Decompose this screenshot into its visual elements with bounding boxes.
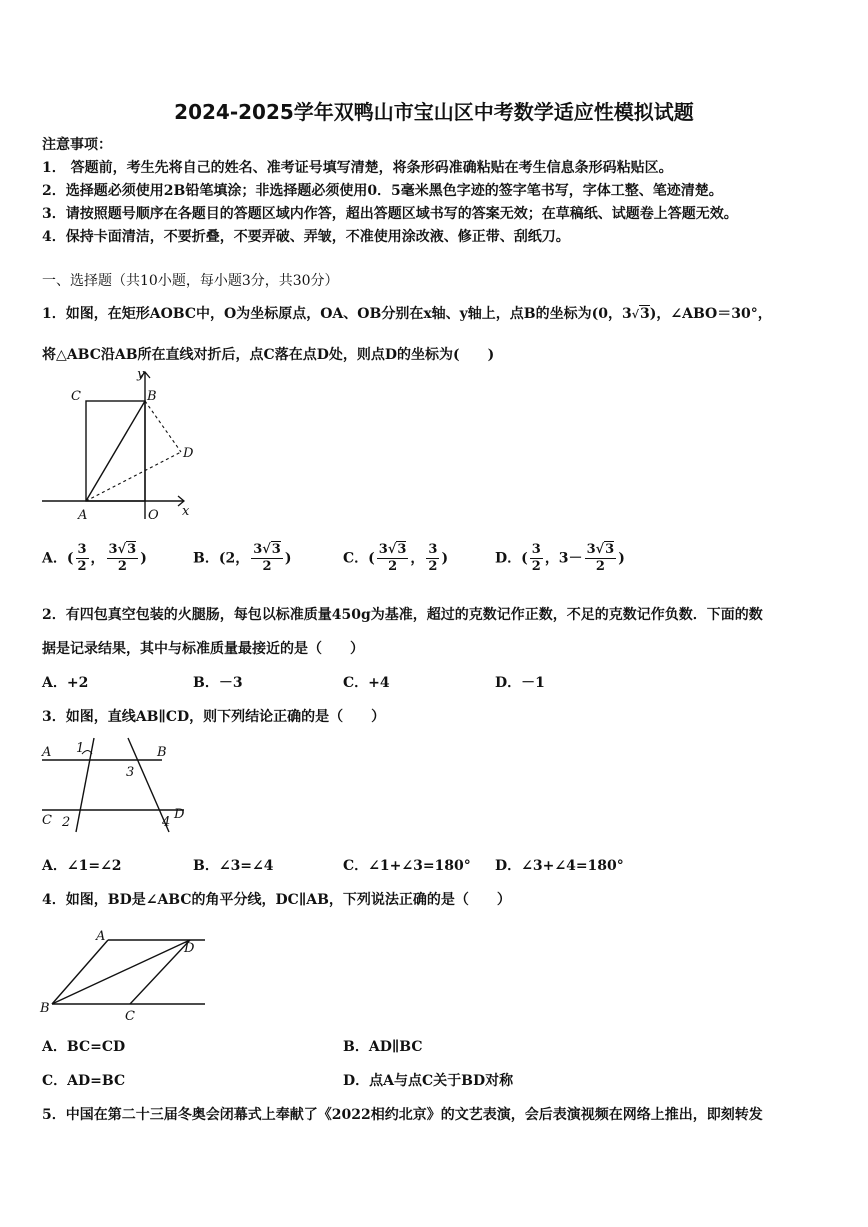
label-2: 2 [62,815,71,830]
label-3: 3 [126,765,135,780]
label-y: y [137,367,145,382]
q4-option-c[interactable]: C．AD=BC [42,1073,126,1089]
q3-option-a[interactable]: A．∠1=∠2 [42,858,122,874]
page-title: 2024-2025学年双鸭山市宝山区中考数学适应性模拟试题 [174,100,694,124]
q1-option-c[interactable]: C．( $\frac{3√3}{2}$ ， $\frac{3}{2}$ ) [343,542,449,574]
q2-option-b[interactable]: B．－3 [193,675,243,691]
note-item: 3．请按照题号顺序在各题目的答题区域内作答，超出答题区域书写的答案无效；在草稿纸、试题卷上答题无效。 [42,206,738,222]
q2-line1: 2．有四包真空包装的火腿肠，每包以标准质量450g为基准，超过的克数记作正数，不足的克数记作负数．下面的数 [42,607,763,623]
q1-option-a[interactable]: A．( $\frac{3}{2}$ ， $\frac{3√3}{2}$ ) [42,542,147,574]
label-D: D [183,446,194,461]
label-4: 4 [162,815,171,830]
q4-figure [38,916,213,1026]
q2-option-d[interactable]: D．－1 [495,675,545,691]
label-x: x [182,504,190,519]
label-A: A [96,929,106,944]
label-C: C [71,389,81,404]
q4-option-b[interactable]: B．AD∥BC [343,1039,423,1055]
label-A: A [78,508,88,523]
q3-figure [38,734,198,834]
q1-option-d[interactable]: D．( $\frac{3}{2}$ ，3－ $\frac{3√3}{2}$ ) [495,542,625,574]
q3-option-c[interactable]: C．∠1+∠3=180° [343,858,471,874]
note-item: 2．选择题必须使用2B铅笔填涂；非选择题必须使用0．5毫米黑色字迹的签字笔书写，字体工整、笔迹清楚。 [42,183,723,199]
label-1: 1 [76,741,85,756]
label-C: C [125,1009,135,1024]
q1-figure [38,364,208,526]
q3-option-d[interactable]: D．∠3+∠4=180° [495,858,624,874]
label-D: D [174,807,185,822]
label-B: B [147,389,157,404]
note-item: 4．保持卡面清洁，不要折叠，不要弄破、弄皱，不准使用涂改液、修正带、刮纸刀。 [42,229,570,245]
label-B: B [157,745,167,760]
q3-option-b[interactable]: B．∠3=∠4 [193,858,274,874]
q2-option-a[interactable]: A．+2 [42,675,89,691]
q4-line1: 4．如图，BD是∠ABC的角平分线，DC∥AB，下列说法正确的是（ ） [42,892,511,908]
q2-option-c[interactable]: C．+4 [343,675,390,691]
q4-option-d[interactable]: D．点A与点C关于BD对称 [343,1073,514,1089]
q1-line2: 将△ABC沿AB所在直线对折后，点C落在点D处，则点D的坐标为( ) [42,347,495,363]
q5-line1: 5．中国在第二十三届冬奥会闭幕式上奉献了《2022相约北京》的文艺表演，会后表演视频在网络上推出，即刻转发 [42,1107,763,1123]
section-heading: 一、选择题（共10小题，每小题3分，共30分） [42,273,339,289]
q4-option-a[interactable]: A．BC=CD [42,1039,126,1055]
label-B: B [40,1001,50,1016]
notes-heading: 注意事项： [42,137,112,153]
q2-line2: 据是记录结果，其中与标准质量最接近的是（ ） [42,641,364,657]
label-C: C [42,813,52,828]
q1-line1: 1．如图，在矩形AOBC中，O为坐标原点，OA、OB分别在x轴、y轴上，点B的坐标为(0，3√3)，∠ABO＝30°， [42,306,772,322]
label-O: O [148,508,159,523]
label-A: A [42,745,52,760]
note-item: 1． 答题前，考生先将自己的姓名、准考证号填写清楚，将条形码准确粘贴在考生信息条形码粘贴区。 [42,160,673,176]
q1-option-b[interactable]: B．(2， $\frac{3√3}{2}$ ) [193,542,292,574]
q3-line1: 3．如图，直线AB∥CD，则下列结论正确的是（ ） [42,709,386,725]
label-D: D [184,941,195,956]
